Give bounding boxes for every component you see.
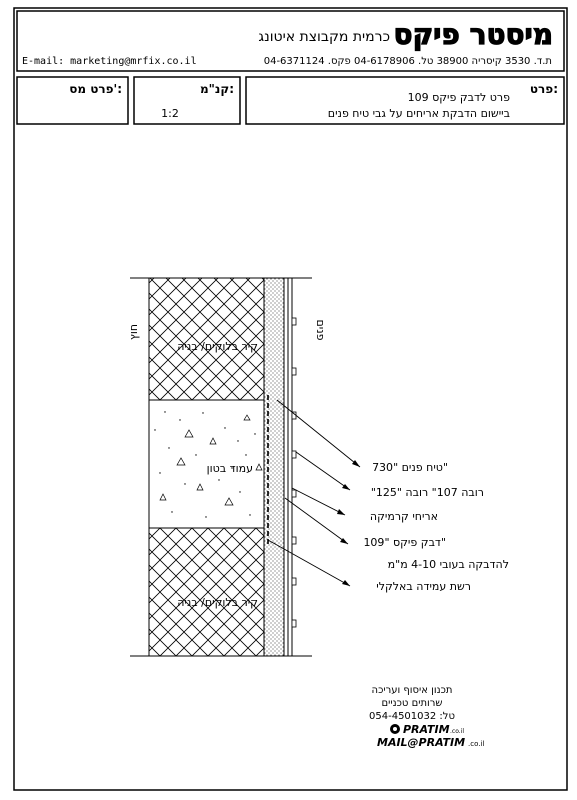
side-label-outside: חוץ — [127, 323, 140, 341]
leader-arrowheads — [337, 460, 360, 586]
grout-joints — [292, 318, 296, 627]
company-subtitle: כרמית מקבוצת איטונג — [258, 29, 390, 45]
detail-line-1: פרט לדבק פיקס 109 — [407, 91, 510, 104]
footer-brand: PRATIM — [403, 723, 450, 736]
footer-line-1: תכנון איסוף ועריכה — [371, 685, 453, 696]
address-line: ת.ד. 3530 קיסריה 38900 טל. 04-6178906 פקס. 04-6371124 — [263, 56, 552, 67]
column-label: עמוד בטון — [206, 462, 253, 475]
footer-mail-suffix: .co.il — [468, 740, 485, 748]
plaster-layer — [264, 278, 284, 656]
detail-line-2: ביישום הדבקת אריחים על גבי טיח פנים — [327, 107, 510, 120]
detail-label: פרט: — [529, 82, 558, 96]
scale-value: 1:2 — [161, 107, 179, 120]
callout-tiles: אריחי קרמיקה — [369, 510, 438, 523]
footer-line-2: שרותים טכניים — [381, 698, 443, 709]
wall-label-top: קיר בלוקים/ בניה — [177, 340, 258, 353]
callout-adhesive: דבק פיקס "109" — [363, 536, 446, 549]
detail-number-label: פרט מס': — [69, 82, 122, 96]
footer-brand-suffix: .co.il — [450, 728, 465, 735]
ceramic-tiles — [288, 278, 292, 656]
side-label-inside: פנים — [314, 319, 327, 341]
logo-text: מיסטר פיקס — [393, 18, 553, 51]
callout-plaster: טיח פנים "730" — [372, 461, 448, 474]
wall-label-bottom: קיר בלוקים/ בניה — [177, 596, 258, 609]
footer-phone: טל: 054-4501032 — [369, 711, 455, 722]
scale-label: קנ"מ: — [199, 82, 234, 96]
email-line: E-mail: marketing@mrfix.co.il — [22, 56, 197, 67]
pratim-logo-icon — [390, 724, 400, 734]
callout-mesh: רשת עמידה באלקלי — [376, 580, 471, 593]
callout-adhesive-thickness: להדבקה בעובי 4-10 מ"מ — [387, 558, 509, 571]
block-wall-lower — [149, 528, 264, 656]
callout-grout: "רובה 107" רובה "125 — [370, 486, 484, 499]
footer-mail: MAIL@PRATIM — [377, 736, 466, 749]
block-wall-upper — [149, 278, 264, 400]
